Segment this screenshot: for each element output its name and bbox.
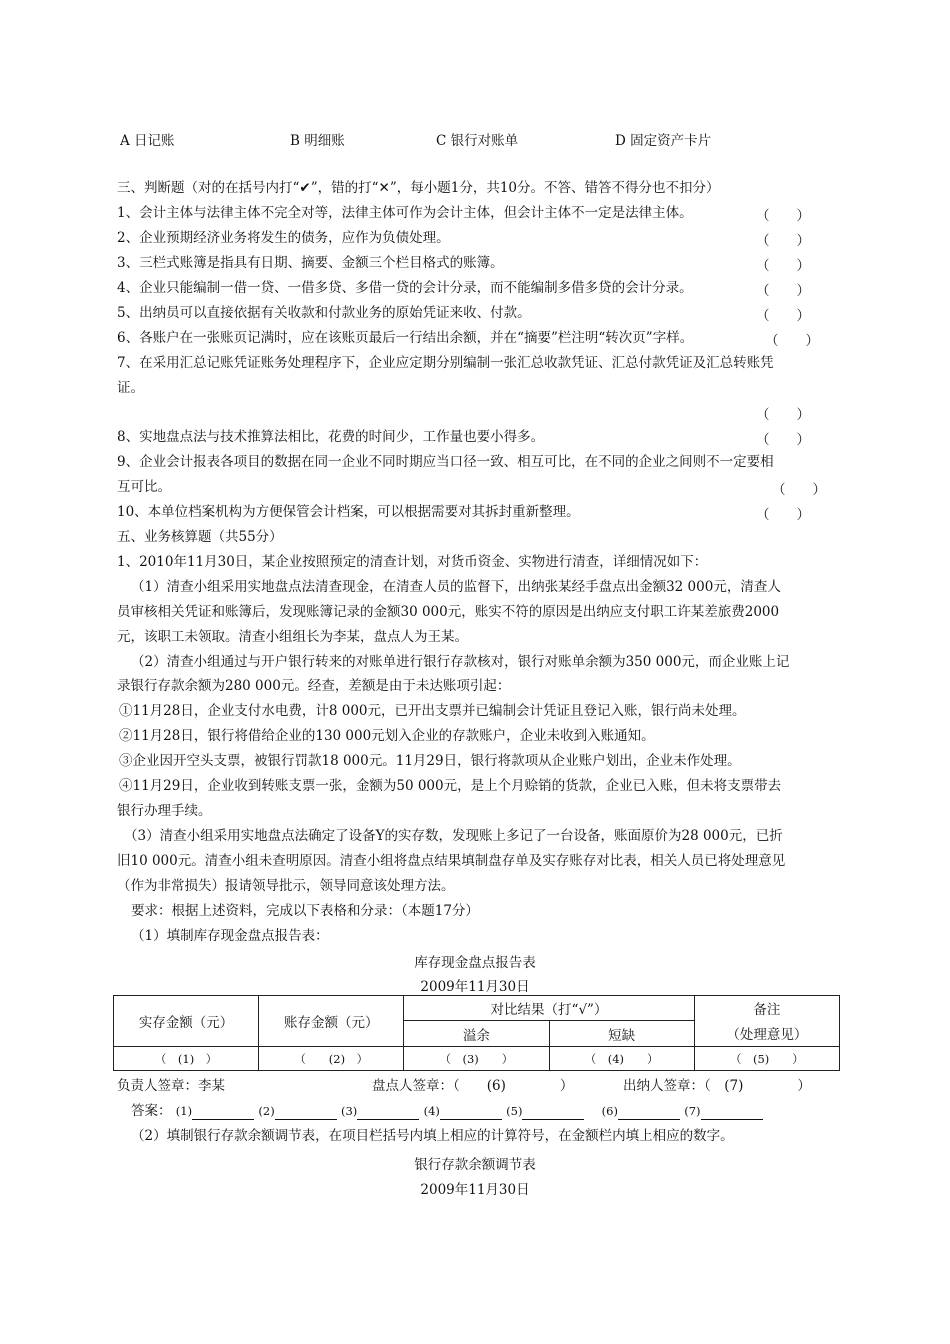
col-compare: 对比结果（打“√”） [404,996,694,1021]
option-b: B 明细账 [290,133,345,149]
answer-blank[interactable] [440,1105,502,1120]
col-actual: 实存金额（元） [114,996,259,1047]
col-surplus: 溢余 [404,1021,549,1047]
p1-line: 元，该职工未领取。清查小组组长为李某，盘点人为王某。 [117,629,468,645]
answer-label: 答案： [131,1103,172,1119]
judge-item-9: 9、企业会计报表各项目的数据在同一企业不同时期应当口径一致、相互可比，在不同的企业之间则不一定要相 [117,454,774,470]
col-shortage: 短缺 [549,1021,694,1047]
cash-count-table [113,995,840,1071]
item-line: ①11月28日，企业支付水电费，计8 000元，已开出支票并已编制会计凭证且登记入账，银行尚未处理。 [119,703,746,719]
answer-blank[interactable] [701,1105,763,1120]
answer-paren[interactable]: （ ） [756,283,810,299]
answer-num: (7) [684,1104,701,1118]
cell-shortage-blank[interactable]: （ (4) ） [549,1047,694,1071]
judge-item-7-cont: 证。 [117,380,144,396]
option-a: A 日记账 [120,133,175,149]
judge-item-1: 1、会计主体与法律主体不完全对等，法律主体可作为会计主体，但会计主体不一定是法律主体。 [117,205,693,221]
answer-paren[interactable]: （ ） [756,308,810,324]
cell-actual-blank[interactable]: （ (1) ） [114,1047,259,1071]
answer-blank[interactable] [357,1105,419,1120]
option-d: D 固定资产卡片 [615,133,712,149]
answer-num: (1) [175,1104,193,1118]
task-2: （2）填制银行存款余额调节表，在项目栏括号内填上相应的计算符号，在金额栏内填上相应的数字。 [131,1128,734,1144]
option-c: C 银行对账单 [436,133,519,149]
table1-date: 2009年11月30日 [420,979,530,995]
p1-line: （1）清查小组采用实地盘点法清查现金，在清查人员的监督下，出纳张某经手盘点出金额32 000元，清查人 [131,579,781,595]
p3-line: （3）清查小组采用实地盘点法确定了设备Y的实存数，发现账上多记了一台设备，账面原价为28 000元，已折 [124,828,783,844]
col-book: 账存金额（元） [259,996,404,1047]
answer-paren[interactable]: （ ） [765,333,819,349]
col-remark: 备注 [694,996,839,1021]
sign-head: 负责人签章：李某 [117,1078,225,1094]
answer-num: (3) [340,1104,358,1118]
answer-row [131,1102,763,1120]
p2-line: 录银行存款余额为280 000元。经查，差额是由于未达账项引起： [117,678,511,694]
p1-line: 员审核相关凭证和账簿后，发现账簿记录的金额30 000元，账实不符的原因是出纳应支付职工许某差旅费2000 [117,604,780,620]
sign-cashier: 出纳人签章：（ (7) ） [623,1078,811,1094]
p3-line: （作为非常损失）报请领导批示，领导同意该处理方法。 [117,878,455,894]
col-remark-sub: （处理意见） [694,1021,839,1047]
item-line: 银行办理手续。 [117,803,212,819]
answer-blank[interactable] [275,1105,337,1120]
judge-item-6: 6、各账户在一张账页记满时，应在该账页最后一行结出余额，并在“摘要”栏注明“转次页”字样。 [117,330,694,346]
answer-blank[interactable] [522,1105,584,1120]
answer-num: (5) [506,1104,523,1118]
judge-item-9-cont: 互可比。 [117,479,171,495]
table2-title: 银行存款余额调节表 [414,1157,536,1173]
answer-paren[interactable]: （ ） [756,507,810,523]
answer-paren[interactable]: （ ） [756,233,810,249]
q1-intro: 1、2010年11月30日，某企业按照预定的清查计划，对货币资金、实物进行清查，详细情况如下： [117,554,708,570]
p3-line: 旧10 000元。清查小组未查明原因。清查小组将盘点结果填制盘存单及实存账存对比表，相关人员已将处理意见 [117,853,786,869]
cell-book-blank[interactable]: （ (2) ） [259,1047,404,1071]
answer-num: (2) [258,1104,275,1118]
cell-remark-blank[interactable]: （ (5) ） [694,1047,839,1071]
cell-surplus-blank[interactable]: （ (3) ） [404,1047,549,1071]
answer-num: (6) [601,1104,618,1118]
answer-paren[interactable]: （ ） [772,482,826,498]
judge-item-5: 5、出纳员可以直接依据有关收款和付款业务的原始凭证来收、付款。 [117,305,531,321]
sign-counter: 盘点人签章：（ (6) ） [372,1078,574,1094]
p2-line: （2）清查小组通过与开户银行转来的对账单进行银行存款核对，银行对账单余额为350 000元，而企业账上记 [131,654,790,670]
table1-title: 库存现金盘点报告表 [414,955,536,971]
answer-blank[interactable] [192,1105,254,1120]
item-line: ③企业因开空头支票，被银行罚款18 000元。11月29日，银行将款项从企业账户划出，企业未作处理。 [119,753,741,769]
section3-heading: 三、判断题（对的在括号内打“✔”，错的打“✕”，每小题1分，共10分。不答、错答不得分也不扣分） [117,180,720,196]
requirement: 要求：根据上述资料，完成以下表格和分录：（本题17分） [131,903,479,919]
judge-item-8: 8、实地盘点法与技术推算法相比，花费的时间少，工作量也要小得多。 [117,429,545,445]
answer-paren[interactable]: （ ） [756,407,810,423]
task-1: （1）填制库存现金盘点报告表： [131,928,329,944]
judge-item-10: 10、本单位档案机构为方便保管会计档案，可以根据需要对其拆封重新整理。 [117,504,580,520]
judge-item-3: 3、三栏式账簿是指具有日期、摘要、金额三个栏目格式的账簿。 [117,255,504,271]
answer-blank[interactable] [618,1105,680,1120]
judge-item-7: 7、在采用汇总记账凭证账务处理程序下，企业应定期分别编制一张汇总收款凭证、汇总付款凭证及汇总转账凭 [117,355,774,371]
answer-paren[interactable]: （ ） [756,432,810,448]
section5-heading: 五、业务核算题（共55分） [117,529,283,545]
table2-date: 2009年11月30日 [420,1182,530,1198]
answer-paren[interactable]: （ ） [756,208,810,224]
judge-item-4: 4、企业只能编制一借一贷、一借多贷、多借一贷的会计分录，而不能编制多借多贷的会计分录。 [117,280,693,296]
judge-item-2: 2、企业预期经济业务将发生的债务，应作为负债处理。 [117,230,450,246]
answer-num: (4) [423,1104,440,1118]
answer-paren[interactable]: （ ） [756,258,810,274]
item-line: ②11月28日，银行将借给企业的130 000元划入企业的存款账户，企业未收到入账通知。 [119,728,655,744]
item-line: ④11月29日，企业收到转账支票一张，金额为50 000元，是上个月赊销的货款，企业已入账，但未将支票带去 [119,778,782,794]
